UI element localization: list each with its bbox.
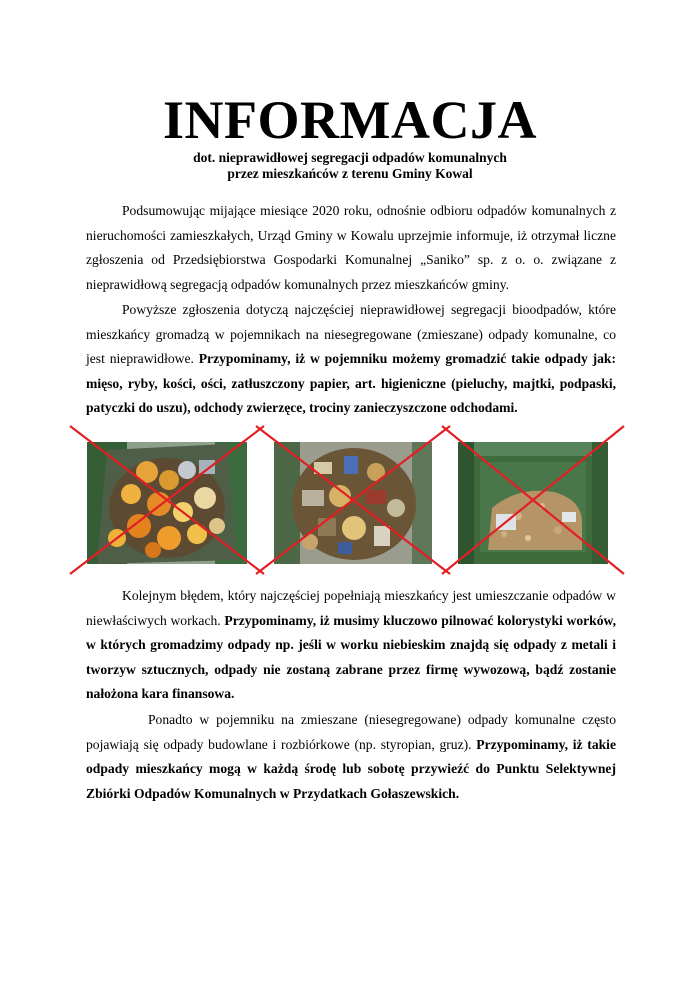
subtitle-line-1: dot. nieprawidłowej segregacji odpadów komunalnych <box>193 150 507 165</box>
paragraph-2-bold: Przypominamy, iż w pojemniku możemy gromadzić takie odpady jak: mięso, ryby, kości, ości, zatłuszczony papier, art. higieniczne (pieluchy, majtki, podpaski, patyczki do uszu), odchody zwierzęce, trociny zanieczyszczone odchodami. <box>86 351 616 415</box>
paragraph-3-text: Kolejnym błędem, który najczęściej popełniają mieszkańcy jest umieszczanie odpadów w niewłaściwych workach. <box>86 588 616 628</box>
document-subtitle <box>0 150 700 182</box>
paragraph-4-bold: Przypominamy, iż takie odpady mieszkańcy mogą w każdą środę lub sobotę przywieźć do Punktu Selektywnej Zbiórki Odpadów Komunalnych w Przydatkach Gołaszewskich. <box>86 736 616 801</box>
paragraph-4 <box>86 708 616 806</box>
paragraph-2 <box>86 298 616 421</box>
crossed-out-mark-1 <box>68 424 266 576</box>
crossed-out-mark-3 <box>440 424 626 576</box>
paragraph-4-text: Ponadto w pojemniku na zmieszane (niesegregowane) odpady komunalne często pojawiają się odpady budowlane i rozbiórkowe (np. styropian, gruz). <box>86 712 616 752</box>
paragraph-2-text: Powyższe zgłoszenia dotyczą najczęściej nieprawidłowej segregacji bioodpadów, które mieszkańcy gromadzą w pojemnikach na niesegregowane (zmieszane) odpady komunalne, co jest nieprawidłowe. <box>86 302 616 366</box>
paragraph-3 <box>86 584 616 707</box>
crossed-out-mark-2 <box>254 424 452 576</box>
subtitle-line-2: przez mieszkańców z terenu Gminy Kowal <box>227 166 473 181</box>
paragraph-3-bold: Przypominamy, iż musimy kluczowo pilnować kolorystyki worków, w których gromadzimy odpady np. jeśli w worku niebieskim znajdą się odpady z metali i tworzyw sztucznych, odpady nie zostaną zabrane przez firmę wywozową, bądź zostanie nałożona kara finansowa. <box>86 612 616 701</box>
paragraph-1-text: Podsumowując mijające miesiące 2020 roku, odnośnie odbioru odpadów komunalnych z nieruchomości zamieszkałych, Urząd Gminy w Kowalu uprzejmie informuje, iż otrzymał liczne zgłoszenia od Przedsiębiorstwa Gospodarki Komunalnej „Saniko” sp. z o. o. związane z nieprawidłową segregacją odpadów komunalnych przez mieszkańców gminy. <box>86 203 616 292</box>
document-title: INFORMACJA <box>163 90 537 150</box>
paragraph-1 <box>86 199 616 297</box>
